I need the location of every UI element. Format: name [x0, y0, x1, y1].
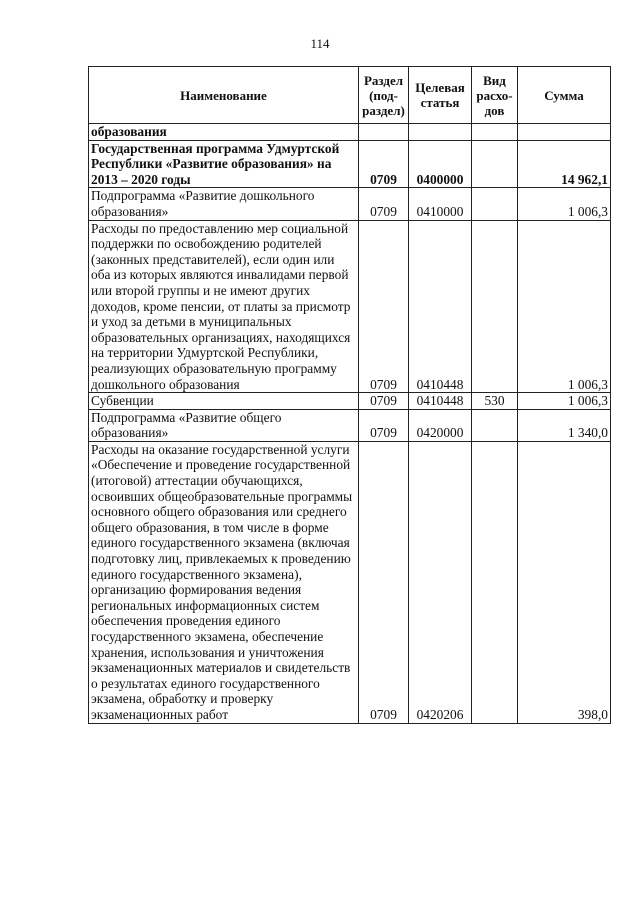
header-name: Наименование — [89, 67, 359, 124]
budget-table — [88, 66, 611, 724]
row-sum: 1 340,0 — [518, 409, 611, 441]
row-sum: 1 006,3 — [518, 188, 611, 220]
table-row — [89, 220, 611, 393]
row-sum — [518, 124, 611, 141]
row-kind — [472, 188, 518, 220]
header-kind: Вид расхо- дов — [472, 67, 518, 124]
table-header-row — [89, 67, 611, 124]
row-kind — [472, 220, 518, 393]
row-section: 0709 — [359, 409, 409, 441]
row-target: 0410000 — [409, 188, 472, 220]
row-name: Подпрограмма «Развитие дошкольного образования» — [89, 188, 359, 220]
row-section — [359, 124, 409, 141]
row-section: 0709 — [359, 220, 409, 393]
row-sum: 14 962,1 — [518, 140, 611, 188]
row-section: 0709 — [359, 140, 409, 188]
row-section: 0709 — [359, 441, 409, 723]
table-row — [89, 140, 611, 188]
row-target: 0410448 — [409, 220, 472, 393]
header-sum: Сумма — [518, 67, 611, 124]
row-section: 0709 — [359, 393, 409, 410]
row-name: Подпрограмма «Развитие общего образования» — [89, 409, 359, 441]
row-target — [409, 124, 472, 141]
row-kind — [472, 124, 518, 141]
table-row — [89, 124, 611, 141]
row-target: 0420206 — [409, 441, 472, 723]
row-sum: 1 006,3 — [518, 393, 611, 410]
row-sum: 1 006,3 — [518, 220, 611, 393]
row-sum: 398,0 — [518, 441, 611, 723]
row-name: Субвенции — [89, 393, 359, 410]
row-name: Государственная программа Удмуртской Республики «Развитие образования» на 2013 – 2020 годы — [89, 140, 359, 188]
row-kind — [472, 409, 518, 441]
row-section: 0709 — [359, 188, 409, 220]
row-name: Расходы по предоставлению мер социальной поддержки по освобождению родителей (законных представителей), если один или оба из которых являются инвалидами первой или второй группы и не имеют других доходов, кроме пенсии, от платы за присмотр и уход за детьми в муниципальных образовательных организациях, находящихся на территории Удмуртской Республики, реализующих образовательную программу дошкольного образования — [89, 220, 359, 393]
table-row — [89, 441, 611, 723]
row-target: 0410448 — [409, 393, 472, 410]
row-name: Расходы на оказание государственной услуги «Обеспечение и проведение государственной (итоговой) аттестации обучающихся, освоивших общеобразовательные программы основного общего образования или среднего общего образования, в том числе в форме единого государственного экзамена (включая подготовку лиц, привлекаемых к проведению единого государственного экзамена), организацию формирования ведения региональных информационных систем обеспечения проведения единого государственного экзамена, обеспечение хранения, использования и уничтожения экзаменационных материалов и свидетельств о результатах единого государственного экзамена, обработку и проверку экзаменационных работ — [89, 441, 359, 723]
row-target: 0420000 — [409, 409, 472, 441]
table-row — [89, 409, 611, 441]
row-kind — [472, 140, 518, 188]
table-row — [89, 188, 611, 220]
header-section: Раздел (под- раздел) — [359, 67, 409, 124]
table-row — [89, 393, 611, 410]
row-target: 0400000 — [409, 140, 472, 188]
row-name: образования — [89, 124, 359, 141]
row-kind: 530 — [472, 393, 518, 410]
header-target: Целевая статья — [409, 67, 472, 124]
page-number: 114 — [310, 36, 330, 51]
row-kind — [472, 441, 518, 723]
